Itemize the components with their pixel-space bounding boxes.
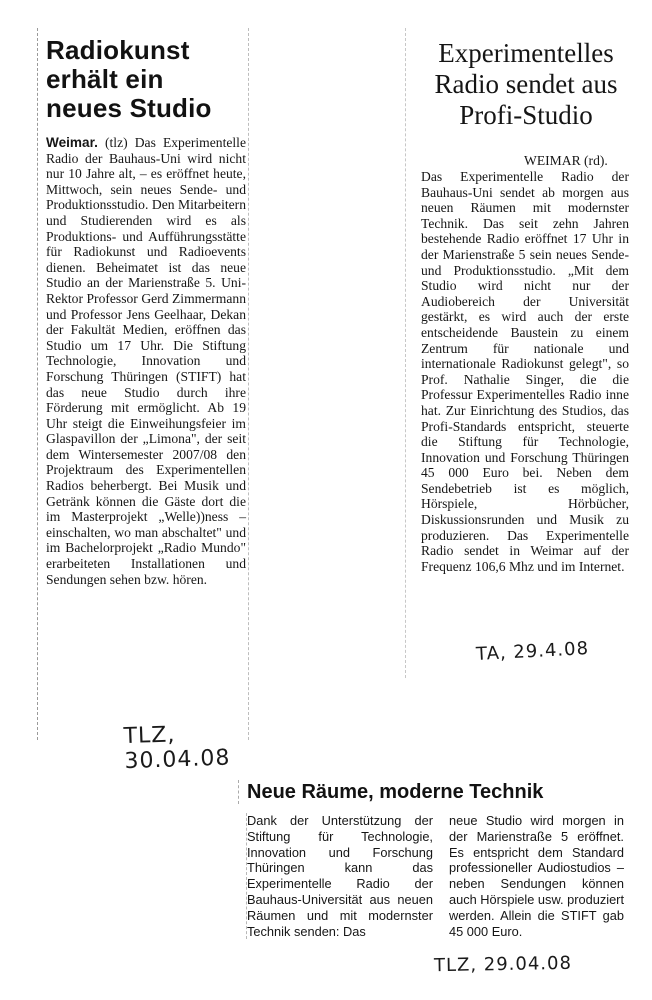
headline: Experimentelles Radio sendet aus Profi-Studio	[434, 38, 618, 130]
handwritten-source-note: TLZ, 29.04.08	[433, 952, 573, 977]
headline: Radiokunst erhält ein neues Studio	[46, 35, 212, 123]
handwritten-source-note: TA, 29.4.08	[475, 638, 590, 665]
dateline: Weimar.	[46, 135, 98, 150]
clipping-ta-29-4	[405, 28, 631, 678]
article-text: (tlz) Das Experimentelle Radio der Bauhaus-Uni wird nicht nur 10 Jahre alt, – es eröffnet heute, Mittwoch, sein neues Sende- und Produktionsstudio. Den Mitarbeitern und Studierenden wird es als Produktions- und Aufführungsstätte für Radiokunst und Radioevents dienen. Beheimatet ist das neue Studio an der Marienstraße 5. Uni-Rektor Professor Gerd Zimmermann und Professor Jens Geelhaar, Dekan der Fakultät Medien, eröffnen das Studio um 17 Uhr. Die Stiftung Technologie, Innovation und Forschung Thüringen (STIFT) hat das neue Studio durch ihre Förderung mit ermöglicht. Ab 19 Uhr steigt die Einweihungsfeier im Glaspavillon der „Limona", der seit dem Wintersemester 2007/08 den Projektraum des Experimentellen Radios beherbergt. Bei Musik und Getränk können die Gäste dort die im Masterprojekt „Welle))ness – einschalten, wo man abschaltet" und im Bachelorprojekt „Radio Mundo" erarbeiteten Installationen und Sendungen sehen bzw. hören.	[46, 135, 246, 587]
article-column-1: Dank der Unterstützung der Stiftung für Technologie, Innovation und Forschung Thüringen kann das Experimentelle Radio der Bauhaus-Universität aus neuen Räumen und mit modernster Technik senden: Das	[247, 813, 433, 939]
clipping-tlz-29-04	[238, 770, 630, 980]
article-body: Das Experimentelle Radio der Bauhaus-Uni sendet ab morgen aus neuen Räumen mit modernster Technik. Das seit zehn Jahren bestehende Radio eröffnet 17 Uhr in der Marienstraße 5 sein neues Sende- und Produktionsstudio. „Mit dem Studio wird nicht nur der Audiobereich der Universität gestärkt, es wird auch der erste entscheidende Baustein zu einem Zentrum für nationale und internationale Radiokunst gelegt", so Prof. Nathalie Singer, die die Professur Experimentelles Radio inne hat. Zur Einrichtung des Studios, das Profi-Standards entspricht, steuerte die Stiftung für Technologie, Innovation und Forschung Thüringen 45 000 Euro bei. Neben dem Sendebetrieb ist es möglich, Hörspiele, Hörbücher, Diskussionsrunden und Musik zu produzieren. Das Experimentelle Radio sendet in Weimar auf der Frequenz 106,6 Mhz und im Internet.	[421, 169, 629, 574]
dateline: WEIMAR (rd).	[524, 153, 608, 168]
headline: Neue Räume, moderne Technik	[238, 780, 639, 804]
handwritten-source-note: TLZ, 30.04.08	[123, 722, 231, 775]
clipping-tlz-30-04	[37, 28, 249, 775]
article-column-2: neue Studio wird morgen in der Marienstraße 5 eröffnet. Es entspricht dem Standard professioneller Audiostudios – neben Sendungen können auch Hörspiele usw. produziert werden. Allein die STIFT gab 45 000 Euro.	[449, 813, 624, 939]
article-body	[46, 135, 246, 587]
